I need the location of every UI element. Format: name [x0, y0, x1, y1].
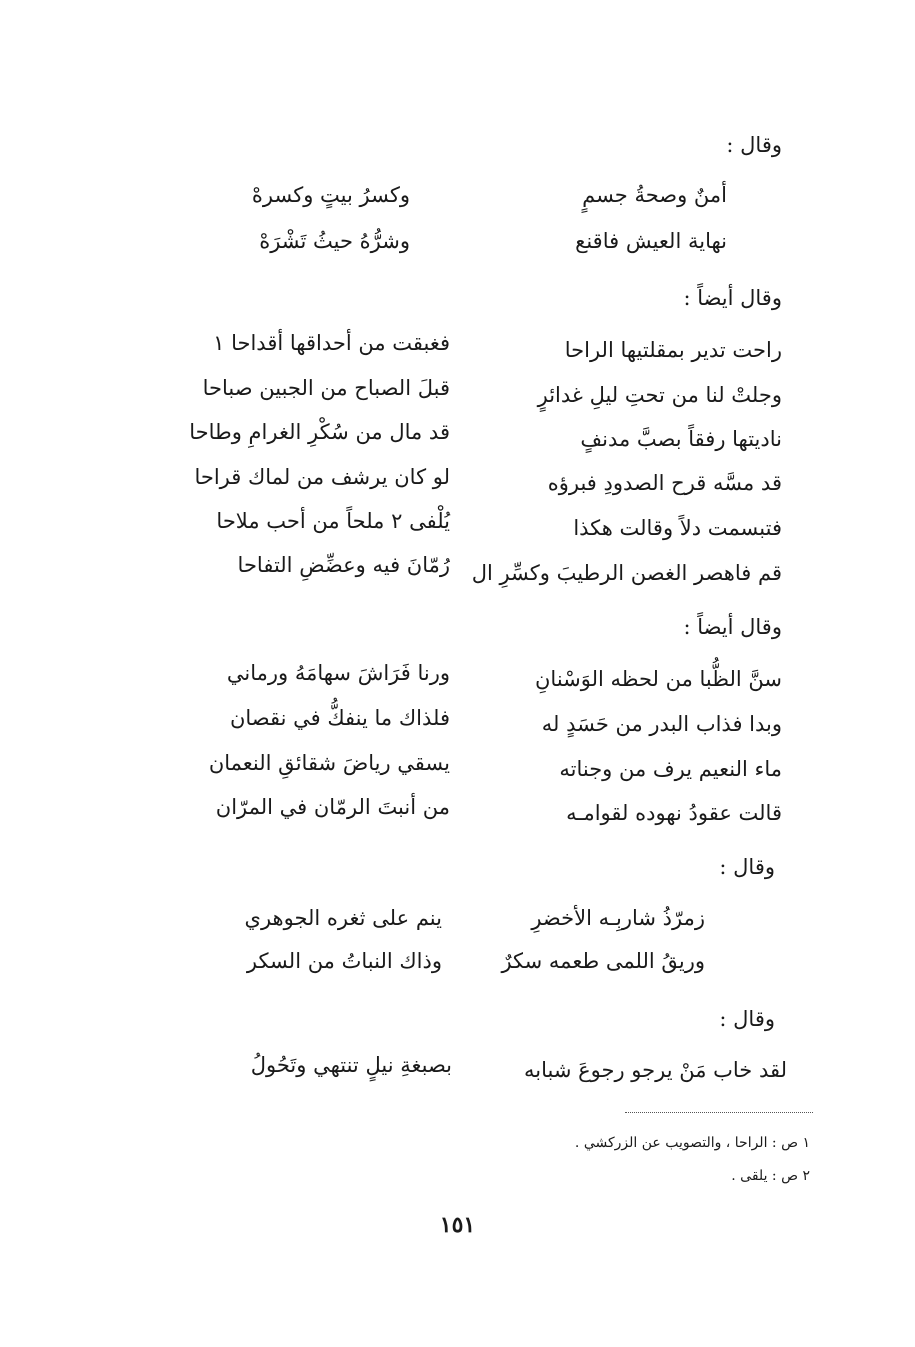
- verse-left-hemistich: وشرُّهُ حيثُ تَشْرَهْ: [259, 229, 410, 253]
- verse-left-hemistich: فلذاك ما ينفكُّ في نقصان: [229, 706, 450, 730]
- footnote-divider: [625, 1112, 813, 1113]
- section-intro: وقال :: [719, 1007, 775, 1031]
- footnote: ١ ص : الراحا ، والتصويب عن الزركشي .: [574, 1135, 810, 1151]
- verse-right-hemistich: ناديتها رفقاً بصبَّ مدنفٍ: [580, 427, 782, 451]
- section-intro: وقال :: [726, 133, 782, 157]
- verse-right-hemistich: وريقُ اللمى طعمه سكرٌ: [501, 949, 705, 973]
- verse-right-hemistich: زمرّذُ شاربِـه الأخضرِ: [531, 906, 705, 930]
- verse-right-hemistich: وبدا فذاب البدر من حَسَدٍ له: [541, 712, 782, 736]
- verse-left-hemistich: لو كان يرشف من لماك قراحا: [194, 465, 450, 489]
- verse-right-hemistich: راحت تدير بمقلتيها الراحا: [564, 338, 782, 362]
- verse-left-hemistich: ورنا فَرَاشَ سهامَهُ ورماني: [226, 661, 450, 685]
- verse-right-hemistich: أمنٌ وصحةُ جسمٍ: [582, 183, 727, 207]
- verse-right-hemistich: قد مسَّه قرح الصدودِ فبرؤه: [547, 471, 782, 495]
- footnote: ٢ ص : يلقى .: [731, 1168, 810, 1184]
- verse-left-hemistich: بصبغةِ نيلٍ تنتهي وتَحُولُ: [250, 1053, 452, 1077]
- verse-right-hemistich: لقد خاب مَنْ يرجو رجوعَ شبابه: [523, 1058, 787, 1082]
- verse-left-hemistich: ينم على ثغره الجوهري: [244, 906, 442, 930]
- verse-left-hemistich: فغبقت من أحداقها أقداحا ١: [213, 331, 450, 355]
- verse-right-hemistich: ماء النعيم يرف من وجناته: [559, 757, 782, 781]
- verse-left-hemistich: قد مال من سُكْرِ الغرامِ وطاحا: [189, 420, 450, 444]
- section-intro: وقال :: [719, 855, 775, 879]
- verse-right-hemistich: وجلتْ لنا من تحتِ ليلِ غدائرٍ: [537, 383, 782, 407]
- verse-right-hemistich: نهاية العيش فاقنع: [575, 229, 727, 253]
- verse-right-hemistich: قالت عقودُ نهوده لقوامـه: [566, 801, 782, 825]
- section-intro: وقال أيضاً :: [683, 615, 782, 639]
- verse-left-hemistich: من أنبتَ الرمّان في المرّان: [215, 795, 450, 819]
- verse-left-hemistich: يسقي رياضَ شقائقِ النعمان: [208, 751, 450, 775]
- verse-left-hemistich: يُلْفى ٢ ملحاً من أحب ملاحا: [216, 509, 450, 533]
- verse-left-hemistich: وكسرُ بيتٍ وكسرهْ: [251, 183, 410, 207]
- verse-right-hemistich: سنَّ الظُّبا من لحظه الوَسْنانِ: [535, 667, 782, 691]
- verse-right-hemistich: فتبسمت دلاً وقالت هكذا: [573, 516, 782, 540]
- page-number: ١٥١: [439, 1212, 476, 1238]
- verse-left-hemistich: وذاك النباتُ من السكر: [246, 949, 442, 973]
- verse-right-hemistich: قم فاهصر الغصن الرطيبَ وكسِّرِ ال: [471, 561, 782, 585]
- section-intro: وقال أيضاً :: [683, 286, 782, 310]
- verse-left-hemistich: رُمّانَ فيه وعضِّضِ التفاحا: [237, 553, 450, 577]
- verse-left-hemistich: قبلَ الصباح من الجبين صباحا: [202, 376, 450, 400]
